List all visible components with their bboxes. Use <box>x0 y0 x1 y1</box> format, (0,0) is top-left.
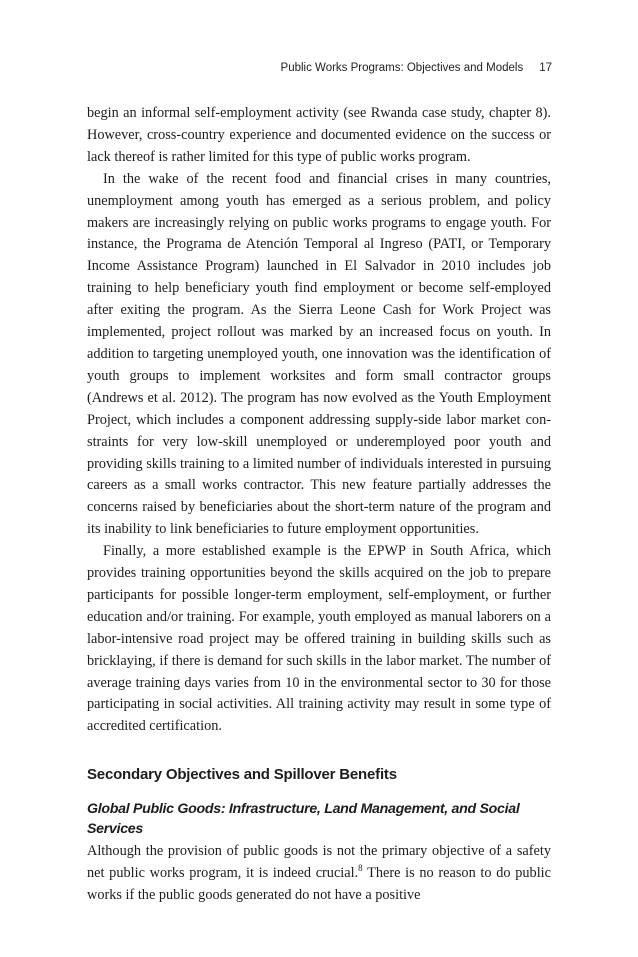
paragraph-4 <box>87 841 551 907</box>
running-title: Public Works Programs: Objectives and Models <box>280 62 524 74</box>
paragraph-1: begin an informal self-employment activity (see Rwanda case study, chapter 8). However, cross-country experience and documented evidence on the success or lack thereof is rather limited for this type of public works program. <box>87 105 551 165</box>
running-header <box>281 62 552 74</box>
body-text <box>87 103 551 738</box>
subsection-heading: Global Public Goods: Infrastructure, Land Management, and Social Services <box>87 801 520 837</box>
section-heading: Secondary Objectives and Spillover Benefits <box>87 766 397 783</box>
footnote-marker: 8 <box>358 863 363 874</box>
paragraph-4-text-b: There is no reason to do public works if the public goods generated do not have a positive <box>87 864 551 903</box>
paragraph-3: Finally, a more established example is the EPWP in South Africa, which provides training opportunities beyond the skills acquired on the job to prepare participants for possible longer-term employment, self-employment, or further education and/or training. For example, youth employed as manual laborers on a labor-intensive road project may be offered training in building skills such as bricklaying, if there is demand for such skills in the labor market. The number of average training days varies from 10 in the environmental sector to 30 for those participating in social activities. All training activity may result in some type of accredited certification. <box>87 543 551 735</box>
page-number: 17 <box>539 62 552 74</box>
paragraph-2: In the wake of the recent food and financial crises in many countries, unemployment among youth has emerged as a serious problem, and policy makers are increasingly relying on public works programs to engage youth. For instance, the Programa de Atención Temporal al Ingreso (PATI, or Temporary Income Assistance Program) launched in El Salvador in 2010 includes job training to help beneficiary youth find employment or become self-employed after exiting the program. As the Sierra Leone Cash for Work Project was implemented, project rollout was marked by an increased focus on youth. In addition to targeting unemployed youth, one innovation was the identification of youth groups to implement worksites and form small contractor groups (Andrews et al. 2012). The program has now evolved as the Youth Employment Project, which includes a component addressing supply-side labor market constraints for very low-skill unemployed or underemployed poor youth and providing skills training to a limited number of individuals interested in pursuing careers as a small works contractor. This new feature partially addresses the concerns raised by beneficiaries about the short-term nature of the program and its inability to link beneficiaries to future employment opportunities. <box>87 170 551 538</box>
paragraph-4-text-a: Although the provision of public goods is not the primary objective of a safety net public works program, it is indeed crucial. <box>87 843 551 881</box>
subsection-body <box>87 841 551 907</box>
